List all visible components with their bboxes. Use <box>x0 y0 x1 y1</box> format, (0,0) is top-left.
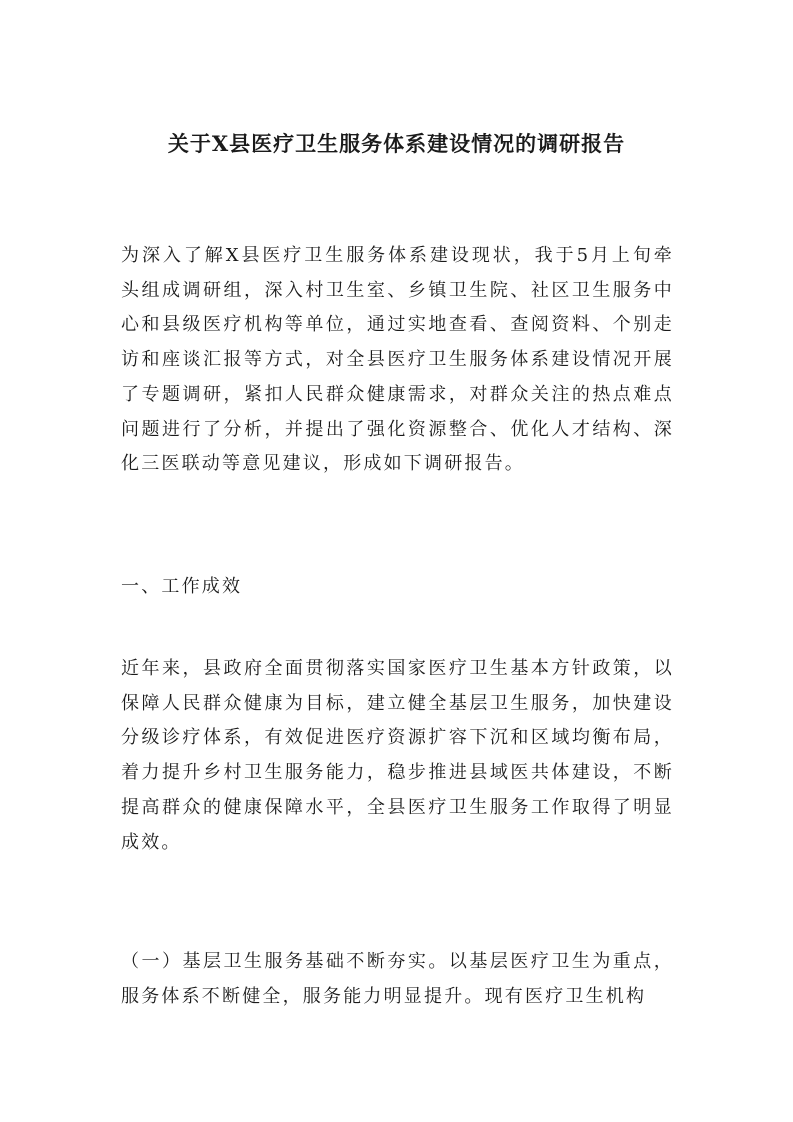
intro-paragraph: 为深入了解X县医疗卫生服务体系建设现状，我于5月上旬牵头组成调研组，深入村卫生室、乡镇卫生院、社区卫生服务中心和县级医疗机构等单位，通过实地查看、查阅资料、个别走访和座谈汇报等方式，对全县医疗卫生服务体系建设情况开展了专题调研，紧扣人民群众健康需求，对群众关注的热点难点问题进行了分析，并提出了强化资源整合、优化人才结构、深化三医联动等意见建议，形成如下调研报告。 <box>121 245 674 475</box>
subsection-paragraph: （一）基层卫生服务基础不断夯实。以基层医疗卫生为重点，服务体系不断健全，服务能力明显提升。现有医疗卫生机构 <box>121 951 674 1007</box>
achievements-paragraph: 近年来，县政府全面贯彻落实国家医疗卫生基本方针政策，以保障人民群众健康为目标，建立健全基层卫生服务，加快建设分级诊疗体系，有效促进医疗资源扩容下沉和区域均衡布局，着力提升乡村卫生服务能力，稳步推进县域医共体建设，不断提高群众的健康保障水平，全县医疗卫生服务工作取得了明显成效。 <box>121 658 674 853</box>
section-heading: 一、工作成效 <box>121 576 243 597</box>
document-title: 关于X县医疗卫生服务体系建设情况的调研报告 <box>167 131 626 156</box>
